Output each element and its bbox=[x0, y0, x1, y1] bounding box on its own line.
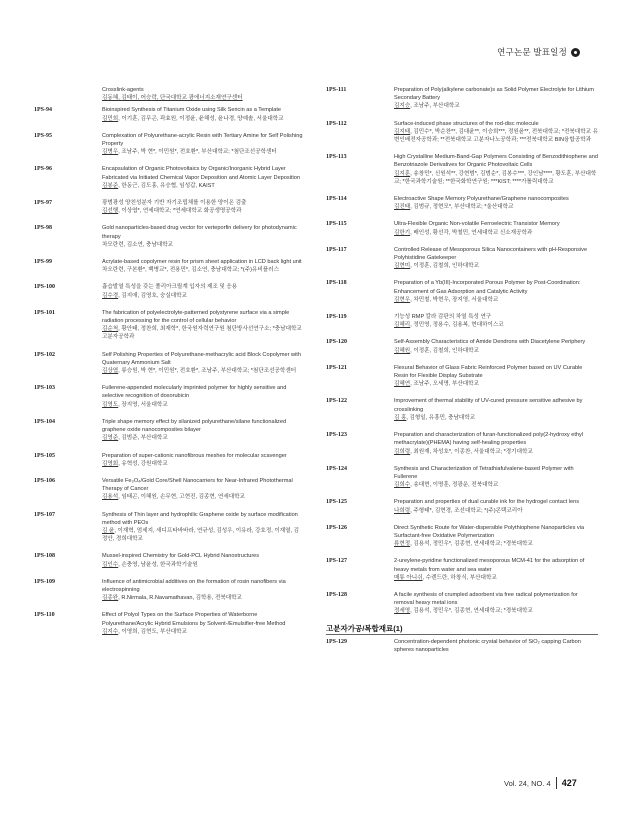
left-entry-list bbox=[34, 106, 304, 636]
entry-body bbox=[102, 351, 304, 376]
presenter-name: 김영준 bbox=[102, 435, 119, 442]
entry-authors bbox=[394, 102, 598, 110]
list-item bbox=[326, 364, 598, 389]
co-authors: , 김지애, 김영호, 숭실대학교 bbox=[118, 292, 187, 299]
entry-id: 1PS-118 bbox=[326, 280, 347, 287]
entry-title: The fabrication of polyelectrolyte-patterned polystyrene surface via a simple radiation processing for the control of cellular behavior bbox=[102, 309, 290, 325]
presenter-name: 김종완 bbox=[102, 595, 119, 602]
entry-authors bbox=[394, 540, 598, 548]
list-item bbox=[34, 283, 304, 299]
presenter-name: 김현우 bbox=[394, 296, 411, 303]
presenter-name: 김현미 bbox=[394, 263, 411, 270]
entry-id: 1PS-114 bbox=[326, 196, 347, 203]
co-authors: , 김용석, 정민우*, 김종현, 연세대학교; *경북대학교 bbox=[410, 541, 533, 548]
entry-authors: 김동혜, 김태이, 어승락, 단국대학교 광에너지소재연구센터 bbox=[102, 95, 243, 102]
entry-title: Gold nanoparticles-based drug vector for verteporfin delivery for photodynamic therapy bbox=[102, 225, 297, 240]
entry-body bbox=[102, 418, 304, 443]
entry-body bbox=[102, 384, 304, 409]
entry-body bbox=[394, 638, 598, 654]
list-item bbox=[34, 552, 304, 568]
entry-title: Self-Assembly Characteristics of Amide Dendrons with Diacetylene Periphery bbox=[394, 339, 586, 346]
entry-authors bbox=[102, 527, 304, 543]
list-item bbox=[326, 638, 598, 654]
entry-body bbox=[394, 397, 598, 422]
entry-body bbox=[394, 498, 598, 514]
entry-body bbox=[394, 591, 598, 616]
entry-authors bbox=[394, 296, 598, 304]
list-item bbox=[326, 431, 598, 456]
entry-id: 1PS-122 bbox=[326, 398, 347, 405]
co-authors: , 조남주, 오세명, 부산대학교 bbox=[410, 381, 479, 388]
section-entry-list bbox=[326, 638, 598, 654]
entry-body bbox=[394, 364, 598, 389]
presenter-name: 김순척 bbox=[102, 326, 119, 333]
list-item bbox=[34, 418, 304, 443]
presenter-name: 김한기 bbox=[394, 229, 411, 236]
footer-divider bbox=[556, 777, 557, 789]
list-item bbox=[326, 313, 598, 329]
co-authors: , 이상엽*, 연세대학교; *연세대학교 화공생명공학과 bbox=[118, 208, 242, 215]
co-authors: , 송창민*, 신원석**, 강현범*, 김범순*, 김봉수***, 강인남****, 황도훈, 부산대학교; *한국과학기술원; **한국화학연구원; ***KIST; ****가톨릭대학교 bbox=[394, 170, 597, 185]
presenter-name: 김선행 bbox=[102, 208, 119, 215]
list-item bbox=[34, 199, 304, 215]
entry-id: 1PS-123 bbox=[326, 432, 347, 439]
list-item bbox=[34, 511, 304, 544]
entry-body bbox=[394, 195, 598, 211]
left-column bbox=[34, 86, 304, 645]
entry-title: Crosslink-agents bbox=[102, 87, 144, 93]
header-title: 연구논문 발표일정 bbox=[497, 47, 567, 57]
presenter-name: 김지훈 bbox=[394, 170, 411, 177]
entry-title: Self Polishing Properties of Polyurethane-methacrylic acid Block Copolymer with Quaternary Ammonium Salt bbox=[102, 351, 301, 366]
entry-authors bbox=[102, 460, 304, 468]
presenter-name: 김봉준 bbox=[102, 182, 119, 189]
entry-body bbox=[102, 132, 304, 157]
co-authors: , 손충영, 남윤성, 한국과학기술원 bbox=[118, 561, 198, 568]
entry-body bbox=[394, 246, 598, 271]
list-item bbox=[326, 338, 598, 354]
presenter-name: 김희령 bbox=[394, 448, 411, 455]
entry-body bbox=[102, 165, 304, 190]
list-item bbox=[34, 477, 304, 502]
entry-title: 광범광성 양친성분자 기반 자기조립체를 이용한 양이온 검출 bbox=[102, 200, 247, 207]
entry-authors bbox=[394, 507, 598, 515]
entry-title: Preparation of a Yb(III)-Incorporated Porous Polymer by Post-Coordination: Enhancement of Gas Adsorption and Catalytic Activity bbox=[394, 280, 581, 295]
entry-authors bbox=[394, 128, 598, 144]
entry-body bbox=[394, 153, 598, 186]
entry-title: Surface-induced phase structures of the rod-disc molecule bbox=[394, 120, 539, 127]
entry-authors bbox=[102, 115, 304, 123]
entry-body bbox=[394, 86, 598, 111]
presenter-name: 김혜리 bbox=[394, 322, 411, 329]
presenter-name: 김수경 bbox=[102, 292, 119, 299]
list-item bbox=[34, 132, 304, 157]
entry-body bbox=[102, 552, 304, 568]
list-item bbox=[326, 591, 598, 616]
presenter-name: 김혜원 bbox=[394, 347, 411, 354]
entry-id: 1PS-115 bbox=[326, 221, 347, 228]
presenter-name: 김 홍 bbox=[394, 414, 407, 421]
entry-title: Versatile Fe₃O₄/Gold Core/Shell Nanocarriers for Near-Infrared Photothermal Therapy of Cancer bbox=[102, 477, 293, 493]
entry-body bbox=[102, 258, 304, 274]
presenter-name: 김상엽 bbox=[102, 368, 119, 375]
entry-title: Preparation and characterization of furan-functionalized poly(2-hydroxy ethyl methacrylate)(PHEMA) having self-healing properties bbox=[394, 432, 584, 447]
entry-id: 1PS-108 bbox=[34, 553, 55, 560]
presenter-name: 김용석 bbox=[102, 494, 119, 501]
entry-body bbox=[102, 511, 304, 544]
entry-id: 1PS-94 bbox=[34, 107, 52, 114]
entry-authors bbox=[394, 321, 598, 329]
presenter-name: 매튜 아니쉬 bbox=[394, 574, 423, 581]
entry-authors bbox=[394, 574, 598, 582]
entry-title: Concentration-dependent photonic crystal behavior of SiO₂ capping Carbon spheres nanoparticles bbox=[394, 638, 581, 653]
co-authors: , 황안태, 정찬희, 최재학*, 한국원자력연구원 첨단방사선연구소; *충남대학교 고분자공학과 bbox=[102, 326, 302, 341]
entry-body bbox=[102, 611, 304, 636]
co-authors: , 이영희, 김현도, 부산대학교 bbox=[118, 628, 187, 635]
section-title: 고분자가공/복합재료(1) bbox=[326, 625, 598, 635]
entry-id: 1PS-119 bbox=[326, 314, 347, 321]
entry-authors bbox=[102, 182, 304, 190]
page-header bbox=[497, 46, 580, 58]
co-authors: , 한동근, 김도홍, 유승협, 임성갑, KAIST bbox=[118, 182, 215, 189]
presenter-name: 김인수 bbox=[102, 561, 119, 568]
entry-id: 1PS-113 bbox=[326, 154, 347, 161]
list-item bbox=[326, 557, 598, 582]
entry-id: 1PS-100 bbox=[34, 284, 55, 291]
co-authors: , 김용석, 정민우*, 김종현, 연세대학교; *경북대학교 bbox=[410, 608, 533, 615]
entry-body bbox=[394, 120, 598, 145]
co-authors: , 주형태*, 김현경, 조선대학교; *(주)콘택코리아 bbox=[410, 507, 523, 514]
list-item bbox=[34, 611, 304, 636]
entry-id: 1PS-124 bbox=[326, 465, 347, 472]
volume-label: Vol. 24, NO. 4 bbox=[504, 778, 551, 788]
list-item bbox=[34, 384, 304, 409]
presenter-name: 김영회 bbox=[102, 460, 119, 467]
list-item bbox=[326, 397, 598, 422]
page-footer bbox=[504, 777, 577, 789]
presenter-name: 김민희 bbox=[102, 115, 119, 122]
list-item bbox=[326, 153, 598, 186]
presenter-name: 나희령 bbox=[394, 507, 411, 514]
co-authors: , 정민영, 정용수, 김용복, 현대하이스코 bbox=[410, 322, 504, 329]
list-item bbox=[34, 106, 304, 122]
entry-id: 1PS-110 bbox=[34, 612, 55, 619]
entry-authors bbox=[102, 292, 304, 300]
entry-id: 1PS-128 bbox=[326, 591, 347, 598]
entry-id: 1PS-121 bbox=[326, 364, 347, 371]
co-authors: , 조남주, 박 현*, 이민원*, 전호환*, 부산대학교; *첨단조선공학센터 bbox=[118, 149, 277, 156]
co-authors: , 김범준, 부산대학교 bbox=[118, 435, 168, 442]
entry-authors bbox=[102, 325, 304, 341]
entry-body bbox=[102, 106, 304, 122]
co-authors: , 유혁성, 강원대학교 bbox=[118, 460, 168, 467]
co-authors: , 김범규, 정현모*, 부산대학교; *울산대학교 bbox=[410, 204, 514, 211]
list-item bbox=[34, 165, 304, 190]
presenter-name: 김 윤 bbox=[102, 527, 115, 534]
entry-authors bbox=[394, 203, 598, 211]
entry-id: 1PS-125 bbox=[326, 499, 347, 506]
entry-title: Electroactive Shape Memory Polyurethane/Graphene nanocomposites bbox=[394, 196, 569, 203]
entry-authors bbox=[102, 207, 304, 215]
entry-title: Synthesis and Characterization of Tetrathiafulvalene-based Polymer with Fullerene bbox=[394, 465, 574, 480]
entry-authors bbox=[394, 414, 598, 422]
presenter-name: 김진태 bbox=[394, 204, 411, 211]
entry-body bbox=[102, 86, 304, 102]
co-authors: , R.Nirmala, R.Navamathavan, 김학용, 전북대학교 bbox=[118, 595, 242, 602]
entry-title: Synthesis of Thin layer and hydrophilic Graphene oxide by surface modification method with PEOs bbox=[102, 511, 298, 526]
entry-body bbox=[394, 338, 598, 354]
entry-title: A facile synthesis of crumpled adsorbent via free radical polymerization for removal heavy metal ions bbox=[394, 591, 578, 607]
co-authors: , 최원재, 차성호*, 이종찬, 서울대학교; *경기대학교 bbox=[410, 448, 533, 455]
entry-id: 1PS-101 bbox=[34, 309, 55, 316]
page-number: 427 bbox=[561, 778, 577, 788]
circle-bullet-icon bbox=[571, 48, 580, 57]
co-authors: , 이정훈, 김철희, 인하대학교 bbox=[410, 347, 479, 354]
entry-id: 1PS-126 bbox=[326, 524, 347, 531]
entry-authors bbox=[394, 170, 598, 186]
entry-id: 1PS-112 bbox=[326, 120, 347, 127]
entry-authors bbox=[102, 561, 304, 569]
list-item bbox=[34, 86, 304, 102]
entry-authors bbox=[102, 401, 304, 409]
entry-id: 1PS-107 bbox=[34, 511, 55, 518]
entry-authors bbox=[102, 434, 304, 442]
presenter-name: 류현정 bbox=[394, 541, 411, 548]
co-authors: , 수렌드란, 하창식, 부산대학교 bbox=[422, 574, 497, 581]
entry-authors bbox=[102, 493, 304, 501]
list-item bbox=[326, 524, 598, 549]
right-entry-list bbox=[326, 86, 598, 616]
entry-authors bbox=[394, 229, 598, 237]
entry-id: 1PS-103 bbox=[34, 385, 55, 392]
presenter-name: 김희수 bbox=[394, 482, 411, 489]
co-authors: , 이기훈, 김무곤, 곽효원, 이정윤, 윤해성, 윤나경, 양예솔, 서울대학교 bbox=[118, 115, 284, 122]
entry-body bbox=[394, 465, 598, 490]
entry-id: 1PS-95 bbox=[34, 132, 52, 139]
list-item bbox=[34, 258, 304, 274]
presenter-name: 김병우 bbox=[102, 149, 119, 156]
co-authors: , 김민수*, 박순찬**, 김대윤**, 이승희***, 정원윤**, 전북대학교; *전북대학교 유변인배전자공학과; **전북대학교 고분자나노공학과; ***전북대학교 BIN융합공학과 bbox=[394, 128, 598, 144]
entry-id: 1PS-129 bbox=[326, 638, 347, 645]
presenter-name: 김지태 bbox=[394, 128, 411, 135]
list-item bbox=[326, 120, 598, 145]
entry-body bbox=[394, 557, 598, 582]
co-authors: , 배인성, 황선각, 박철민, 연세대학교 신소재공학과 bbox=[410, 229, 533, 236]
entry-authors bbox=[394, 380, 598, 388]
list-item bbox=[34, 224, 304, 249]
co-authors: , 차민철, 박현우, 장지영, 서울대학교 bbox=[410, 296, 499, 303]
entry-id: 1PS-97 bbox=[34, 200, 52, 207]
entry-title: High Crystalline Medium-Band-Gap Polymers Consisting of Benzodithiophene and Benzotriazole Derivatives for Organic Photovoltaic Cells bbox=[394, 154, 598, 169]
list-item bbox=[34, 452, 304, 468]
entry-title: Preparation of Poly(alkylene carbonate)s as Solid Polymer Electrolyte for Lithium Secondary Battery bbox=[394, 87, 594, 102]
entry-id: 1PS-106 bbox=[34, 477, 55, 484]
entry-body bbox=[102, 224, 304, 249]
presenter-name: 김지승 bbox=[394, 103, 411, 110]
entry-title: Mussel-inspired Chemistry for Gold-PCL Hybrid Nanostructures bbox=[102, 553, 260, 560]
entry-authors bbox=[394, 347, 598, 355]
entry-id: 1PS-98 bbox=[34, 225, 52, 232]
entry-id: 1PS-102 bbox=[34, 351, 55, 358]
entry-body bbox=[394, 524, 598, 549]
entry-authors bbox=[394, 481, 598, 489]
co-authors: , 임태곤, 이혜원, 손무현, 고현진, 김종현, 연세대학교 bbox=[118, 494, 245, 501]
entry-body bbox=[394, 279, 598, 304]
entry-body bbox=[102, 452, 304, 468]
entry-id: 1PS-120 bbox=[326, 339, 347, 346]
entry-body bbox=[394, 313, 598, 329]
entry-title: Triple shape memory effect by silanized polyurethane/silane functionalized graphene oxide nanocomposites bilayer bbox=[102, 418, 287, 434]
presenter-name: 김지수 bbox=[102, 628, 119, 635]
entry-id: 1PS-109 bbox=[34, 578, 55, 585]
entry-title: Direct Synthetic Route for Water-dispersible Polythiophene Nanoparticles via Surfactant-free Oxidative Polymerization bbox=[394, 524, 585, 539]
entry-title: Effect of Polyol Types on the Surface Properties of Waterborne Polyurethane/Acrylic Hybrid Emulsions by Solvent-/Emulsifier-free Method bbox=[102, 612, 286, 627]
entry-authors bbox=[102, 367, 304, 375]
right-column bbox=[326, 86, 598, 654]
co-authors: 차오란련, 구본환*, 백병교*, 전용민*, 김소연, 충남대학교; *(주)유비플러스 bbox=[102, 267, 279, 274]
entry-authors bbox=[102, 628, 304, 636]
entry-title: Encapsulation of Organic Photovoltaics by Organic/Inorganic Hybrid Layer Fabricated via Initiated Chemical Vapor Deposition and Atomic Layer Deposition bbox=[102, 166, 300, 181]
entry-body bbox=[102, 578, 304, 603]
list-item bbox=[326, 465, 598, 490]
entry-id: 1PS-105 bbox=[34, 452, 55, 459]
entry-title: Preparation and properties of dual curable ink for the hydrogel contact lens bbox=[394, 499, 580, 506]
presenter-name: 김영도 bbox=[102, 401, 119, 408]
entry-title: 흡습발열 특성을 갖는 폴리아크릴계 입자의 제조 및 응용 bbox=[102, 284, 238, 291]
entry-title: Flexural Behavior of Glass Fabric Reinforced Polymer based on UV Curable Resin for Flexible Display Substrate bbox=[394, 364, 583, 380]
co-authors: 차모란련, 김소연, 충남대학교 bbox=[102, 241, 174, 248]
presenter-name: 정세영 bbox=[394, 608, 411, 615]
co-authors: , 류승원, 박 현*, 이민원*, 전호환*, 조남주, 부산대학교; *첨단조선공학센터 bbox=[118, 368, 297, 375]
entry-authors bbox=[102, 241, 304, 249]
entry-body bbox=[394, 220, 598, 236]
entry-title: Improvement of thermal stability of UV-cured pressure sensitive adhesive by crosslinking bbox=[394, 398, 583, 413]
entry-title: Preparation of super-cationic nanofibrous meshes for molecular scavenger bbox=[102, 452, 287, 459]
list-item bbox=[326, 86, 598, 111]
entry-body bbox=[394, 431, 598, 456]
co-authors: , 조남주, 부산대학교 bbox=[410, 103, 460, 110]
entry-id: 1PS-127 bbox=[326, 558, 347, 565]
list-item bbox=[326, 220, 598, 236]
entry-body bbox=[102, 309, 304, 342]
entry-authors bbox=[102, 148, 304, 156]
entry-id: 1PS-111 bbox=[326, 87, 347, 93]
co-authors: , 장지영, 서울대학교 bbox=[118, 401, 168, 408]
list-item bbox=[34, 351, 304, 376]
entry-id: 1PS-99 bbox=[34, 259, 52, 266]
entry-id: 1PS-96 bbox=[34, 166, 52, 173]
entry-body bbox=[102, 199, 304, 215]
entry-id: 1PS-104 bbox=[34, 418, 55, 425]
list-item bbox=[34, 309, 304, 342]
entry-authors bbox=[394, 262, 598, 270]
entry-id: 1PS-117 bbox=[326, 246, 347, 253]
entry-title: Fullerene-appended molecularly imprinted polymer for highly sensitive and selective recognition of doxorubicin bbox=[102, 385, 287, 400]
entry-id bbox=[34, 86, 102, 102]
entry-body bbox=[102, 283, 304, 299]
list-item bbox=[326, 195, 598, 211]
entry-title: Controlled Release of Mesoporous Silica Nanocontainers with pH-Responsive Polyhistidine Gatekeeper bbox=[394, 246, 588, 262]
entry-authors bbox=[394, 448, 598, 456]
co-authors: , 송대현, 이명훈, 정광운, 전북대학교 bbox=[410, 482, 499, 489]
list-item bbox=[326, 498, 598, 514]
entry-authors bbox=[394, 607, 598, 615]
entry-title: Influence of antimicrobial additives on the formation of rosin nanofibers via electrospinning bbox=[102, 578, 286, 593]
entry-body bbox=[102, 477, 304, 502]
entry-title: Ultra-Flexible Organic Non-volatile Ferroelectric Transistor Memory bbox=[394, 221, 560, 228]
entry-authors bbox=[102, 594, 304, 602]
list-item bbox=[34, 578, 304, 603]
list-item bbox=[326, 246, 598, 271]
presenter-name: 김혜연 bbox=[394, 381, 411, 388]
entry-title: 기능성 RMP 칼라 감판의 차열 특성 연구 bbox=[394, 314, 492, 321]
co-authors: , 이정훈, 김철희, 인하대학교 bbox=[410, 263, 479, 270]
entry-title: Complexation of Polyurethane-acrylic Resin with Tertiary Amine for Self Polishing Property bbox=[102, 132, 303, 148]
entry-title: 2-ureylene-pyridine functionalized mesoporous MCM-41 for the adsorption of heavy metals from water and sea water bbox=[394, 558, 585, 573]
list-item bbox=[326, 279, 598, 304]
co-authors: , 이재혁, 엄세지, 새디프타바바라, 연규성, 김성우, 이유라, 강호정, 이재열, 김정안, 경희대학교 bbox=[102, 527, 300, 543]
entry-title: Acrylate-based copolymer resin for prism sheet application in LCD back light unit bbox=[102, 259, 302, 266]
entry-title: Bioinspired Synthesis of Titanium Oxide using Silk Sericin as a Template bbox=[102, 107, 281, 114]
entry-authors bbox=[102, 266, 304, 274]
co-authors: , 김형일, 유흥민, 충남대학교 bbox=[406, 414, 476, 421]
